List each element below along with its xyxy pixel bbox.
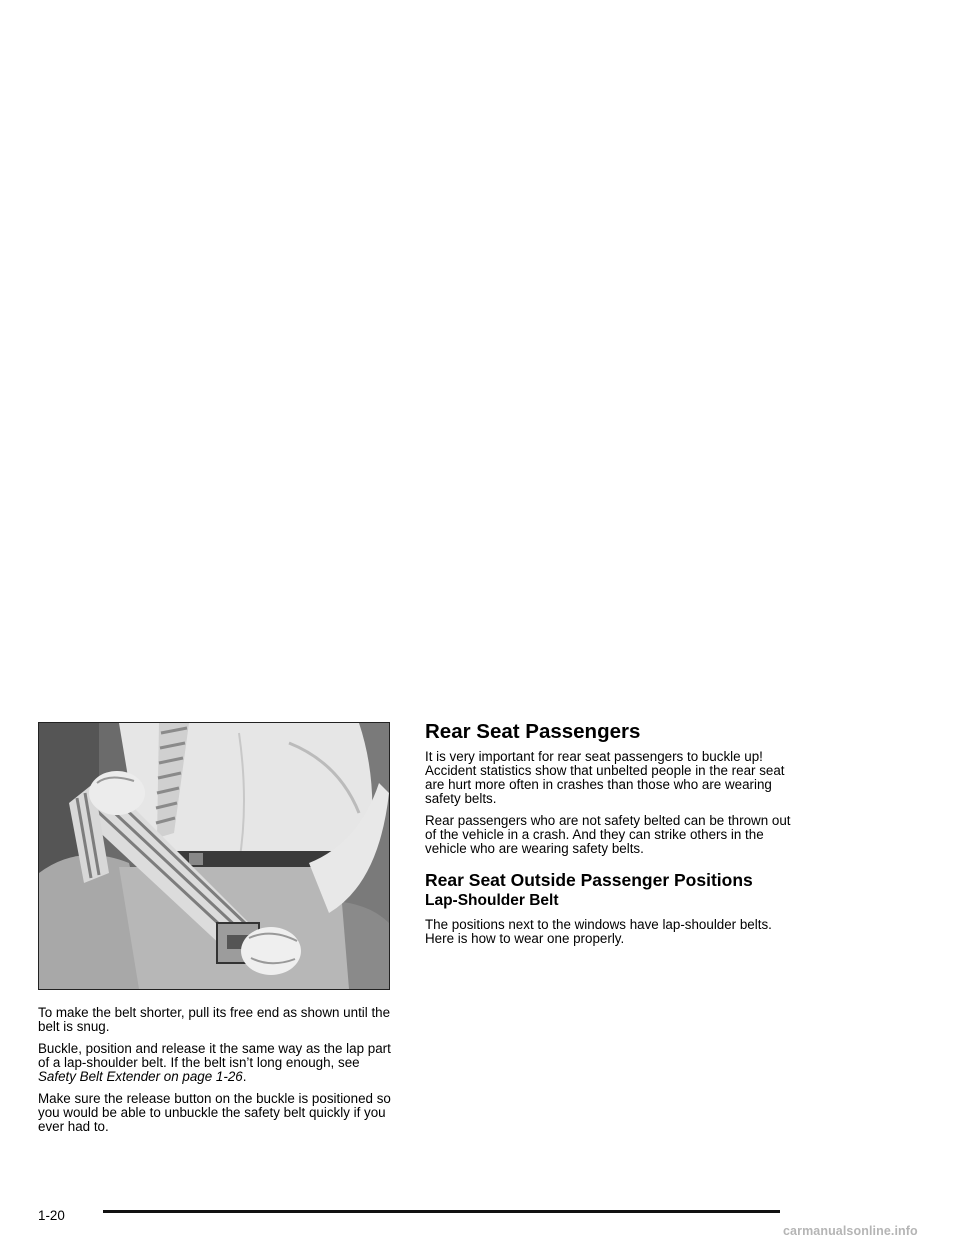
left-column	[38, 1006, 400, 1142]
heading-outside-positions: Rear Seat Outside Passenger Positions	[425, 870, 753, 890]
paragraph-window-positions: The positions next to the windows have lap-shoulder belts. Here is how to wear one properly.	[425, 917, 772, 946]
paragraph-shorten-belt: To make the belt shorter, pull its free end as shown until the belt is snug.	[38, 1005, 391, 1034]
watermark: carmanualsonline.info	[783, 1224, 918, 1238]
seat-belt-illustration	[38, 722, 390, 990]
paragraph-end: .	[242, 1069, 247, 1084]
heading-lap-shoulder-belt: Lap-Shoulder Belt	[425, 892, 559, 909]
heading-rear-seat-passengers: Rear Seat Passengers	[425, 720, 641, 743]
paragraph-rear-importance: It is very important for rear seat passengers to buckle up! Accident statistics show that unbelted people in the rear seat are hurt more often in crashes than those who are wearing safety belts.	[425, 749, 785, 806]
paragraph-rear-unbelted: Rear passengers who are not safety belted can be thrown out of the vehicle in a crash. And they can strike others in the vehicle who are wearing safety belts.	[425, 813, 791, 856]
paragraph-release-button: Make sure the release button on the buckle is positioned so you would be able to unbuckle the safety belt quickly if you ever had to.	[38, 1091, 391, 1134]
right-column	[425, 720, 795, 954]
paragraph-buckle-text: Buckle, position and release it the same way as the lap part of a lap-shoulder belt. If the belt isn’t long enough, see	[38, 1041, 391, 1070]
safety-belt-extender-reference[interactable]: Safety Belt Extender on page 1-26	[38, 1069, 243, 1084]
paragraph-buckle-position	[38, 1042, 400, 1084]
footer-rule	[103, 1210, 780, 1213]
page-number: 1-20	[38, 1208, 65, 1223]
